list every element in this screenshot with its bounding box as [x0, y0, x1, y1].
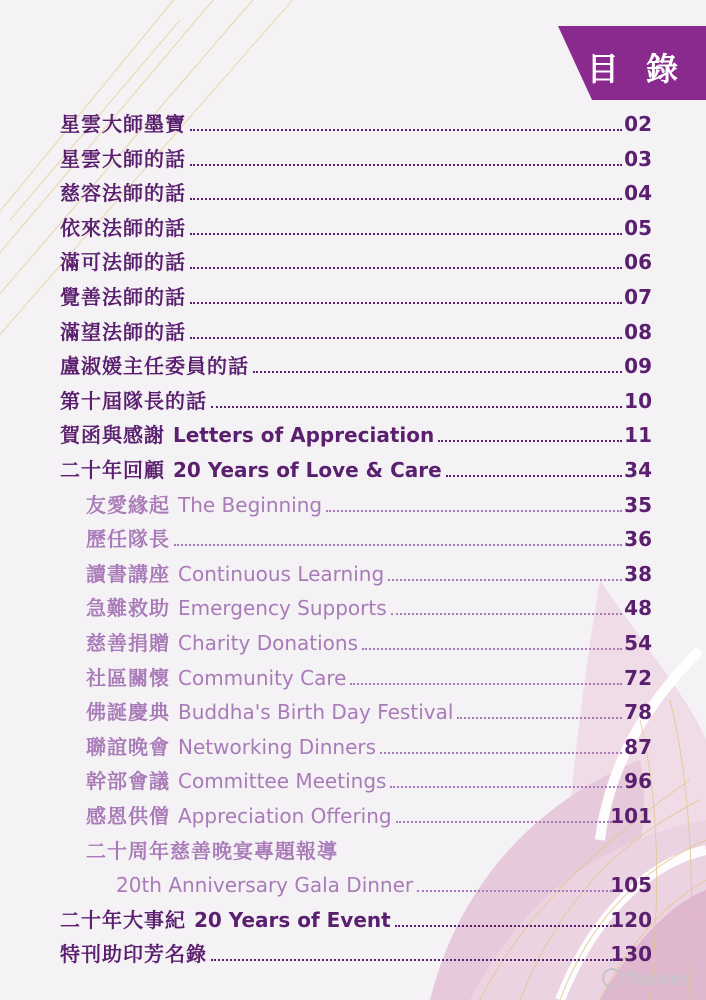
toc-entry-leader-dots [396, 821, 612, 823]
toc-entry-leader-dots [190, 233, 622, 235]
toc-entry-chinese-title: 第十屆隊長的話 [60, 388, 207, 413]
toc-entry-chinese-title: 覺善法師的話 [60, 285, 186, 309]
toc-entry-label [60, 937, 207, 971]
toc-entry-english-title: Appreciation Offering [178, 804, 392, 828]
toc-entry-leader-dots [380, 752, 622, 754]
toc-entry-page-number: 130 [610, 942, 652, 967]
toc-entry-page-number: 96 [624, 769, 652, 794]
toc-entry-label [60, 211, 186, 245]
toc-entry-chinese-title: 佛誕慶典 [86, 700, 170, 725]
toc-entry[interactable] [0, 695, 706, 729]
toc-entry-english-title: Buddha's Birth Day Festival [178, 700, 454, 725]
watermark-logo-icon [602, 968, 622, 988]
toc-entry-chinese-title: 二十年大事紀 [60, 907, 186, 932]
toc-entry-label [60, 142, 186, 176]
toc-entry-chinese-title: 星雲大師墨寶 [60, 112, 186, 136]
toc-entry-label [86, 522, 170, 556]
toc-entry-leader-dots [391, 613, 622, 615]
toc-entry-label [60, 384, 207, 418]
toc-entry-english-title: Emergency Supports [178, 596, 387, 621]
toc-entry-page-number: 02 [624, 112, 652, 136]
toc-entry-chinese-title: 依來法師的話 [60, 215, 186, 240]
toc-entry-page-number: 07 [624, 285, 652, 309]
toc-entry-label [60, 349, 249, 383]
toc-entry[interactable] [0, 661, 706, 695]
toc-entry[interactable] [0, 280, 706, 314]
toc-entry[interactable] [0, 315, 706, 349]
toc-entry-leader-dots [390, 786, 622, 788]
toc-entry[interactable] [0, 591, 706, 625]
watermark: Tasker [602, 968, 690, 990]
toc-entry-chinese-title: 幹部會議 [86, 769, 170, 794]
toc-entry-english-title: 20 Years of Event [194, 907, 391, 932]
toc-entry-chinese-title: 讀書講座 [86, 561, 170, 586]
toc-entry-page-number: 34 [624, 458, 652, 482]
toc-entry-page-number: 72 [624, 665, 652, 690]
toc-entry-chinese-title: 歷任隊長 [86, 527, 170, 552]
toc-entry-page-number: 101 [610, 804, 652, 828]
toc-entry-leader-dots [190, 267, 622, 269]
toc-entry-leader-dots [350, 683, 622, 685]
toc-entry-page-number: 48 [624, 596, 652, 621]
toc-entry-chinese-title: 滿望法師的話 [60, 319, 186, 344]
toc-entry[interactable] [0, 245, 706, 279]
toc-entry-chinese-title: 友愛緣起 [86, 492, 170, 517]
toc-entry[interactable] [0, 626, 706, 660]
toc-entry-label [86, 764, 386, 798]
toc-entry[interactable] [0, 903, 706, 937]
toc-entry-english-title: 20th Anniversary Gala Dinner [116, 873, 414, 898]
toc-entry-label [86, 695, 453, 729]
toc-entry-english-title: Charity Donations [178, 631, 359, 655]
toc-entry-label [86, 488, 322, 522]
toc-entry[interactable] [0, 488, 706, 522]
toc-entry-chinese-title: 急難救助 [86, 596, 170, 621]
toc-entry-leader-dots [174, 544, 622, 546]
toc-entry-page-number: 04 [624, 181, 652, 206]
toc-entry-label [60, 315, 186, 349]
toc-entry[interactable] [0, 142, 706, 176]
toc-entry-page-number: 54 [624, 631, 652, 655]
toc-entry-leader-dots [211, 406, 622, 408]
toc-entry-label [60, 176, 186, 210]
toc-entry[interactable] [0, 937, 706, 971]
toc-entry[interactable] [0, 834, 706, 868]
toc-entry-leader-dots [190, 164, 622, 166]
page-title: 目 錄 [586, 50, 686, 88]
toc-entry[interactable] [0, 453, 706, 487]
toc-entry-leader-dots [253, 371, 622, 373]
toc-entry-page-number: 120 [610, 907, 652, 932]
toc-entry-chinese-title: 盧淑媛主任委員的話 [60, 354, 249, 379]
toc-entry-page-number: 05 [624, 215, 652, 240]
toc-entry-label [86, 661, 346, 695]
toc-entry-label [60, 280, 186, 314]
toc-entry-label [60, 903, 391, 937]
toc-entry-english-title: Networking Dinners [178, 734, 377, 759]
toc-entry-page-number: 09 [624, 354, 652, 379]
toc-entry-page-number: 35 [624, 492, 652, 517]
toc-entry-leader-dots [190, 302, 622, 304]
toc-entry[interactable] [0, 107, 706, 141]
toc-entry-label [60, 107, 186, 141]
toc-entry-chinese-title: 聯誼晚會 [86, 734, 170, 759]
toc-entry-leader-dots [362, 648, 622, 650]
toc-entry-page-number: 78 [624, 700, 652, 725]
toc-entry-chinese-title: 星雲大師的話 [60, 146, 186, 171]
toc-entry-leader-dots [388, 579, 622, 581]
toc-entry-page-number: 11 [624, 423, 652, 448]
toc-entry[interactable] [0, 764, 706, 798]
toc-entry-chinese-title: 慈善捐贈 [86, 631, 170, 655]
toc-entry-english-title: Letters of Appreciation [173, 423, 435, 448]
toc-entry[interactable] [0, 557, 706, 591]
toc-entry-chinese-title: 慈容法師的話 [60, 181, 186, 206]
toc-entry-leader-dots [395, 925, 612, 927]
toc-entry-label [86, 591, 387, 625]
toc-entry-leader-dots [190, 198, 622, 200]
toc-entry-label [86, 730, 376, 764]
toc-entry-leader-dots [190, 337, 622, 339]
toc-entry-english-title: Continuous Learning [178, 561, 385, 586]
toc-entry-page-number: 105 [610, 873, 652, 898]
toc-entry-page-number: 36 [624, 527, 652, 552]
toc-entry-label [86, 626, 358, 660]
toc-entry-chinese-title: 二十年回顧 [60, 458, 165, 482]
toc-entry-english-title: 20 Years of Love & Care [173, 458, 442, 482]
toc-entry[interactable] [0, 730, 706, 764]
toc-entry-chinese-title: 特刊助印芳名錄 [60, 942, 207, 967]
toc-entry-label [116, 868, 413, 902]
toc-entry-chinese-title: 賀函與感謝 [60, 423, 165, 448]
toc-entry[interactable] [0, 522, 706, 556]
toc-entry-leader-dots [211, 959, 612, 961]
toc-entry-chinese-title: 滿可法師的話 [60, 250, 186, 275]
toc-entry[interactable] [0, 384, 706, 418]
toc-entry[interactable] [0, 418, 706, 452]
toc-entry-label [86, 834, 338, 868]
toc-entry-english-title: Community Care [178, 665, 347, 690]
toc-entry-chinese-title: 社區關懷 [86, 665, 170, 690]
toc-entry-english-title: The Beginning [178, 492, 323, 517]
toc-entry[interactable] [0, 211, 706, 245]
toc-entry-label [60, 453, 442, 487]
toc-entry-page-number: 03 [624, 146, 652, 171]
toc-entry-english-title: Committee Meetings [178, 769, 387, 794]
toc-entry[interactable] [0, 868, 706, 902]
toc-entry-chinese-title: 感恩供僧 [86, 804, 170, 828]
toc-entry[interactable] [0, 349, 706, 383]
toc-entry[interactable] [0, 799, 706, 833]
toc-entry-label [86, 557, 384, 591]
toc-entry-page-number: 08 [624, 319, 652, 344]
toc-entry-label [86, 799, 392, 833]
toc-entry-page-number: 87 [624, 734, 652, 759]
toc-entry[interactable] [0, 176, 706, 210]
toc-entry-leader-dots [417, 890, 612, 892]
toc-entry-label [60, 245, 186, 279]
toc-entry-label [60, 418, 434, 452]
toc-entry-leader-dots [190, 129, 622, 131]
toc-entry-page-number: 06 [624, 250, 652, 275]
toc-entry-leader-dots [326, 510, 622, 512]
toc-entry-page-number: 10 [624, 388, 652, 413]
toc-entry-page-number: 38 [624, 561, 652, 586]
toc-entry-chinese-title: 二十周年慈善晚宴專題報導 [86, 838, 338, 863]
